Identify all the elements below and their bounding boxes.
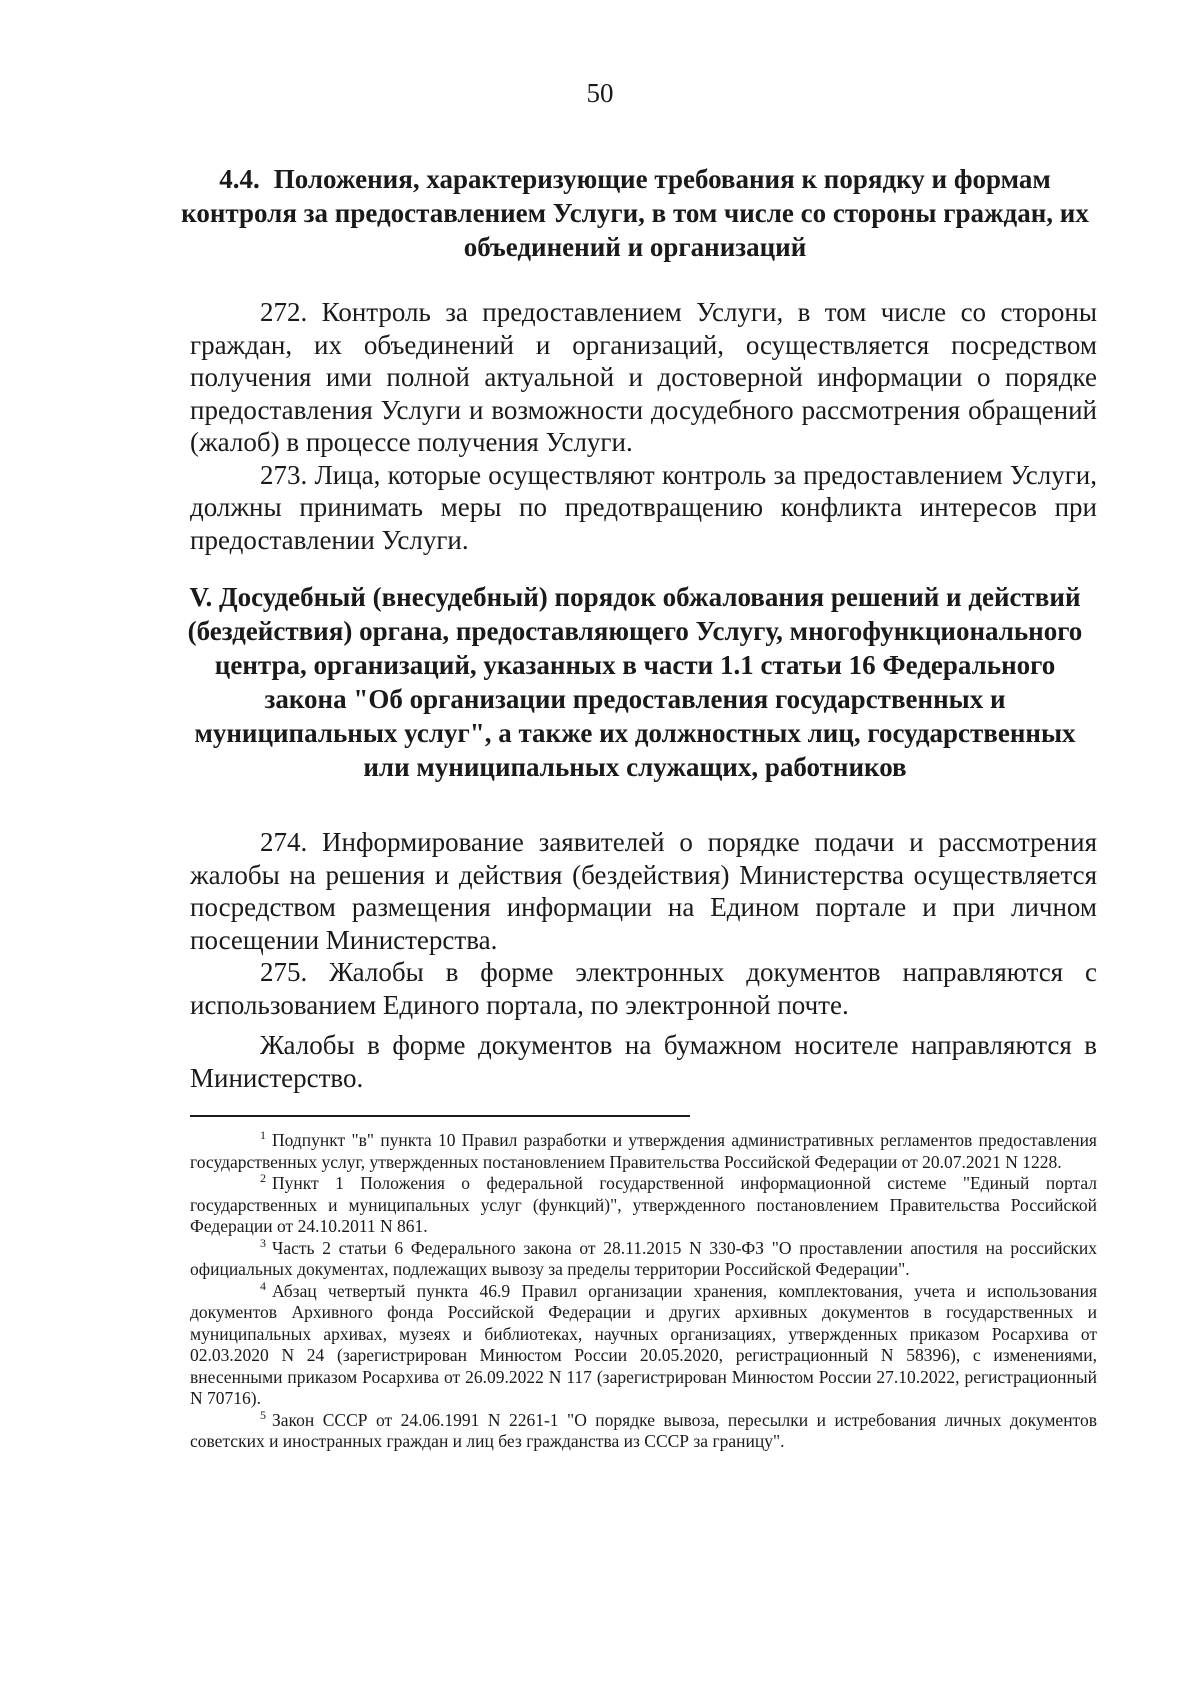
footnote-marker: 1	[260, 1128, 266, 1143]
paragraph-273: 273. Лица, которые осуществляют контроль за предоставлением Услуги, должны принимать меры по предотвращению конфликта интересов при предоставлении Услуги.	[190, 459, 1097, 555]
footnote-marker: 4	[260, 1278, 266, 1293]
footnote-text: Часть 2 статьи 6 Федерального закона от 28.11.2015 N 330-ФЗ "О проставлении апостиля на российских официальных документах, подлежащих вывозу за пределы территории Российской Федерации".	[190, 1237, 1097, 1279]
page-number: 50	[586, 78, 614, 108]
footnote-text: Закон СССР от 24.06.1991 N 2261-1 "О порядке вывоза, пересылки и истребования личных документов советских и иностранных граждан и лиц без гражданства из СССР за границу".	[190, 1409, 1097, 1451]
footnote-1	[190, 1130, 1097, 1173]
footnote-5	[190, 1407, 1097, 1453]
footnote-separator	[190, 1115, 690, 1117]
footnote-text: Подпункт "в" пункта 10 Правил разработки и утверждения административных регламентов предоставления государственных услуг, утвержденных постановлением Правительства Российской Федерации от 20.07.2021 N 1228.	[190, 1130, 1097, 1172]
footnote-marker: 5	[260, 1407, 266, 1422]
section-v-body	[190, 826, 1097, 1094]
footnote-text: Пункт 1 Положения о федеральной государственной информационной системе "Единый портал государственных и муниципальных услуг (функций)", утвержденного постановлением Правительства Российской Федерации от 24.10.2011 N 861.	[190, 1173, 1097, 1236]
paragraph-paper-complaints: Жалобы в форме документов на бумажном носителе направляются в Министерство.	[190, 1030, 1097, 1093]
section-4-4-title: Положения, характеризующие требования к порядку и формам контроля за предоставлением Услуги, в том числе со стороны граждан, их объединений и организаций	[181, 164, 1089, 262]
footnote-marker: 2	[260, 1171, 266, 1186]
section-4-4-heading	[175, 162, 1095, 264]
paragraph-274: 274. Информирование заявителей о порядке подачи и рассмотрения жалобы на решения и действия (бездействия) Министерства осуществляется посредством размещения информации на Едином портале и при личном посещении Министерства.	[190, 827, 1097, 955]
paragraph-275: 275. Жалобы в форме электронных документов направляются с использованием Единого портала, по электронной почте.	[190, 957, 1097, 1020]
section-v-heading: V. Досудебный (внесудебный) порядок обжалования решений и действий (бездействия) органа, предоставляющего Услугу, многофункционального центра, организаций, указанных в части 1.1 статьи 16 Федерального закона "Об организации предоставления государственных и муниципальных услуг", а также их должностных лиц, государственных или муниципальных служащих, работников	[187, 582, 1083, 782]
footnotes	[190, 1130, 1097, 1453]
footnote-2	[190, 1173, 1097, 1238]
footnote-text: Абзац четвертый пункта 46.9 Правил организации хранения, комплектования, учета и использования документов Архивного фонда Российской Федерации и других архивных документов в государственных и муниципальных архивах, музеях и библиотеках, научных организациях, утвержденных приказом Росархива от 02.03.2020 N 24 (зарегистрирован Минюстом России 20.05.2020, регистрационный N 58396), с изменениями, внесенными приказом Росархива от 26.09.2022 N 117 (зарегистрирован Минюстом России 27.10.2022, регистрационный N 70716).	[190, 1280, 1097, 1408]
footnote-4	[190, 1278, 1097, 1410]
footnote-3	[190, 1235, 1097, 1281]
footnote-marker: 3	[260, 1235, 266, 1250]
section-4-4-number: 4.4.	[219, 164, 260, 194]
paragraph-272: 272. Контроль за предоставлением Услуги, в том числе со стороны граждан, их объединений и организаций, осуществляется посредством получения ими полной актуальной и достоверной информации о порядке предоставления Услуги и возможности досудебного рассмотрения обращений (жалоб) в процессе получения Услуги.	[190, 297, 1097, 457]
section-4-4-body	[190, 296, 1097, 556]
